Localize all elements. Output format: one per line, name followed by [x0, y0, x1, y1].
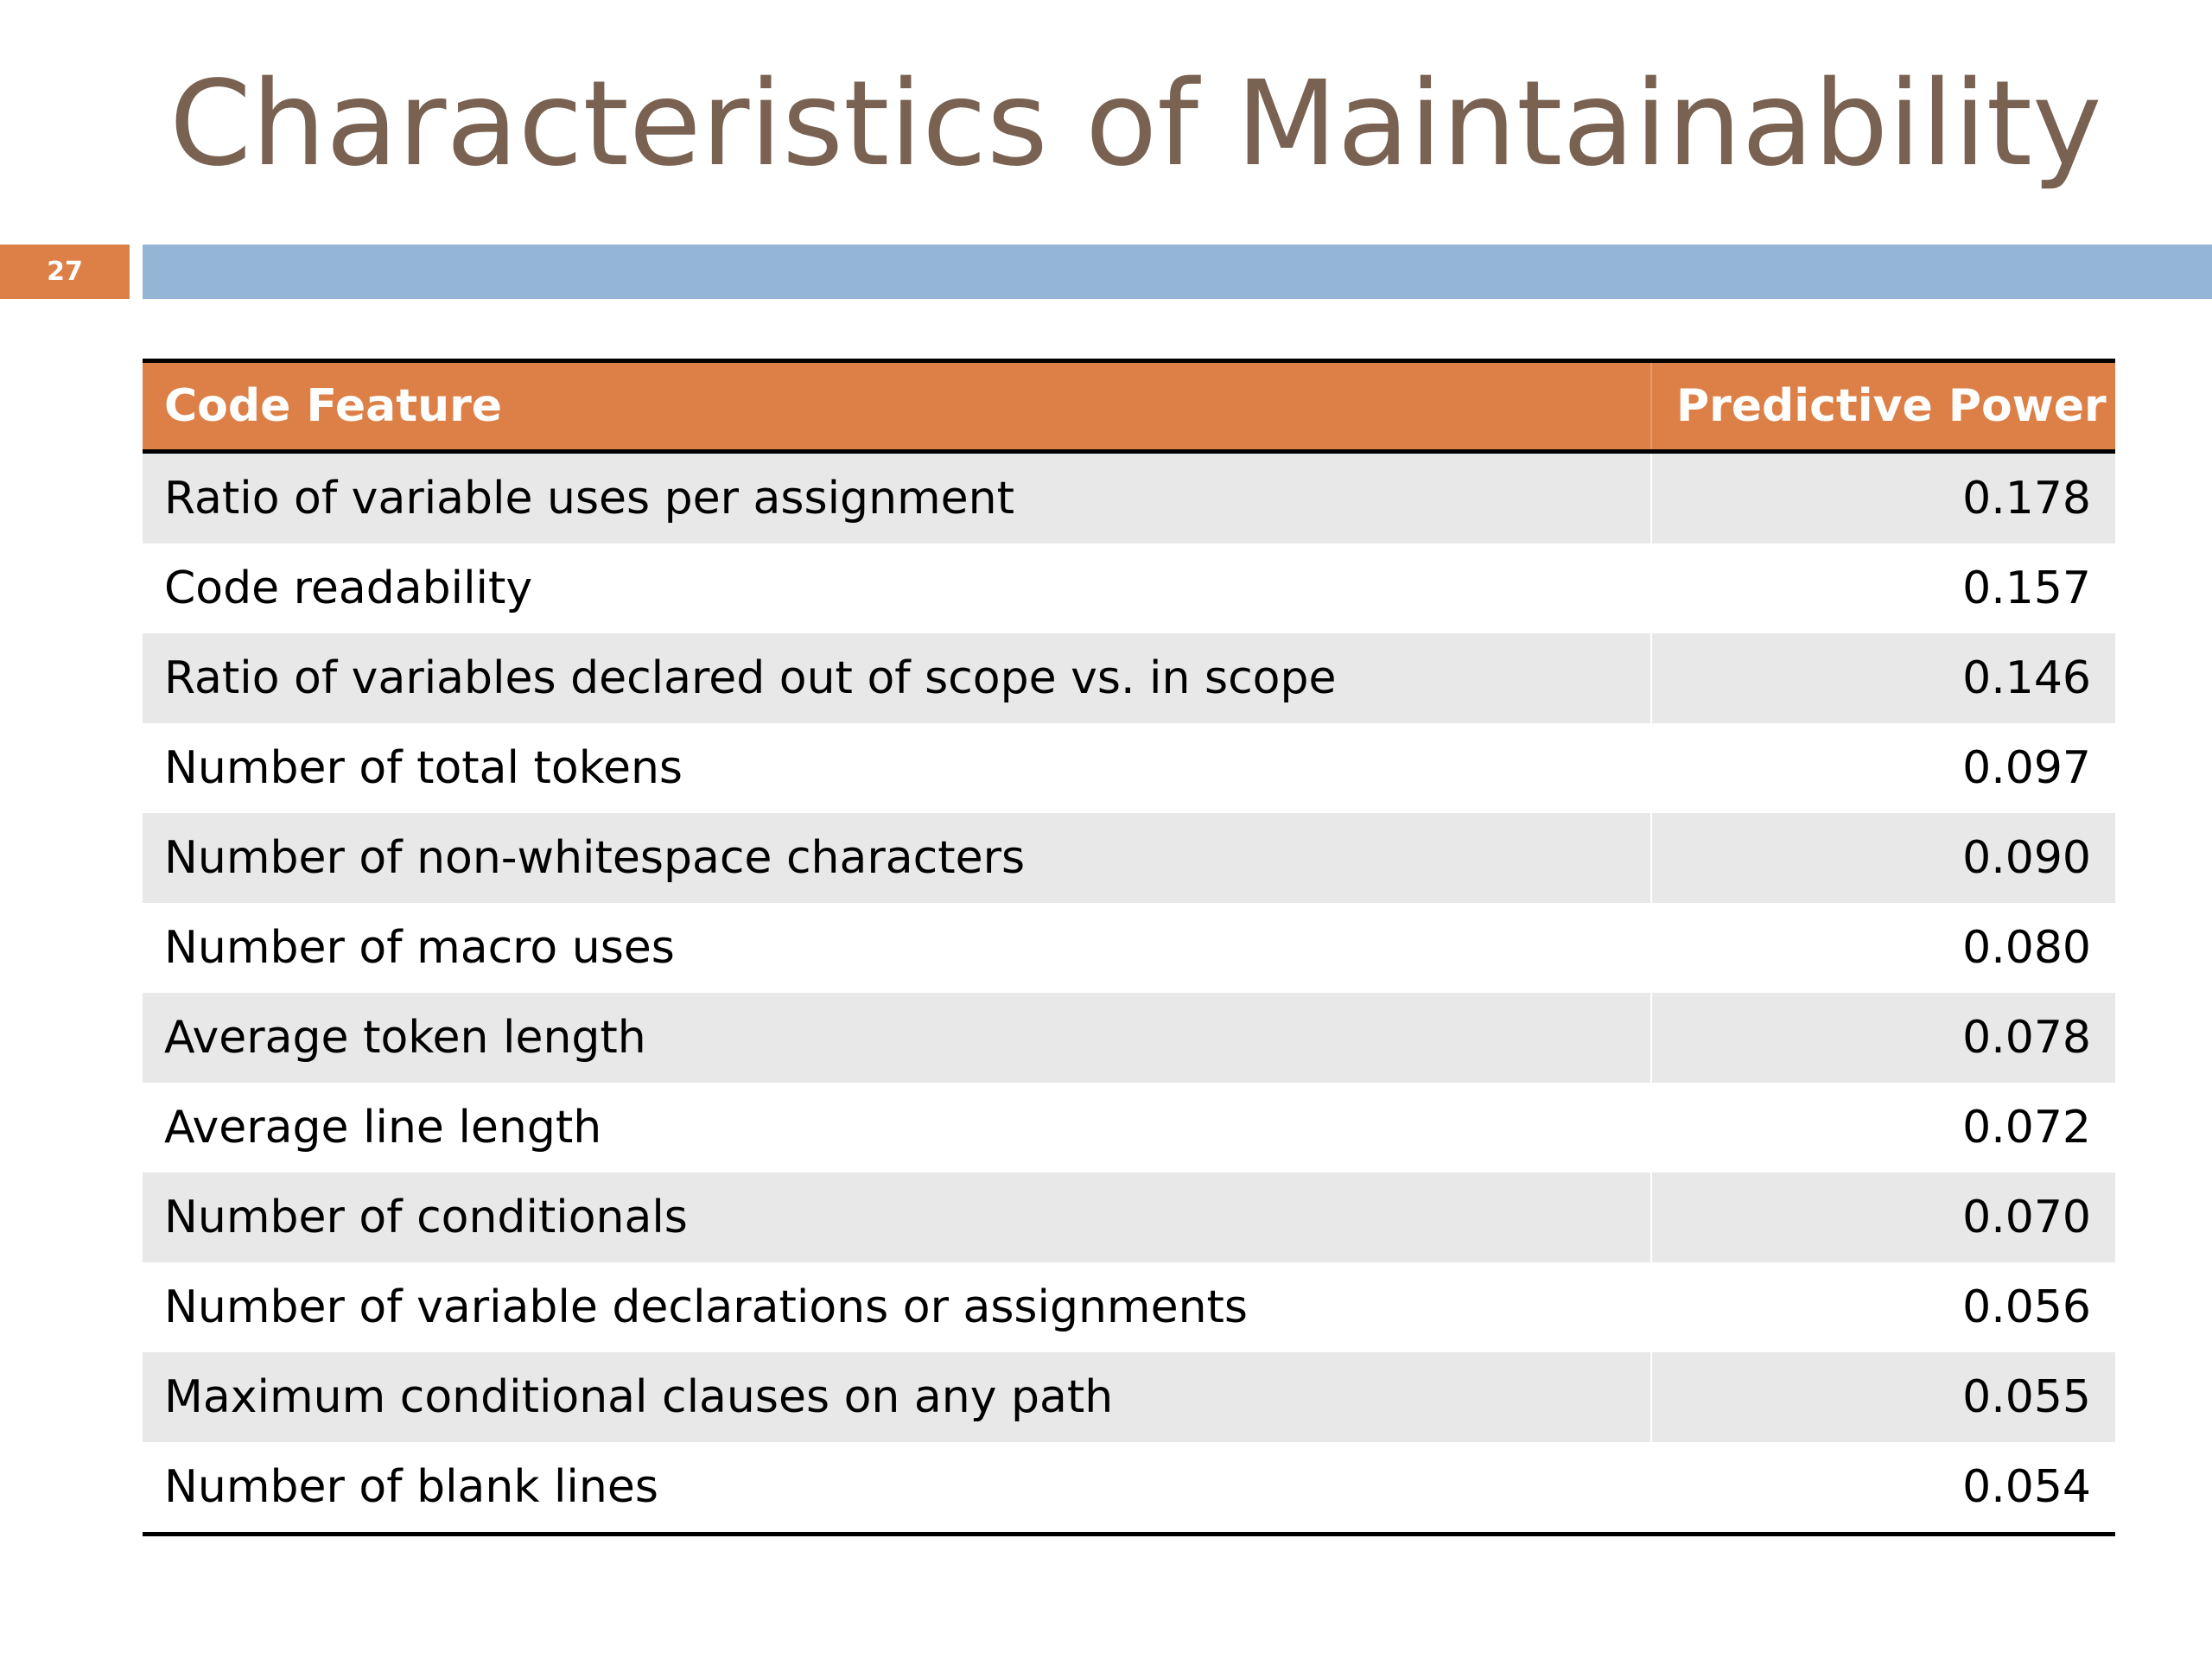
- feature-table-container: [143, 359, 2115, 1536]
- table-row: [143, 1262, 2115, 1352]
- header-band: [143, 245, 2212, 299]
- feature-cell: Maximum conditional clauses on any path: [143, 1352, 1651, 1442]
- power-cell: 0.157: [1651, 543, 2115, 633]
- feature-cell: Average line length: [143, 1083, 1651, 1173]
- table-row: [143, 1352, 2115, 1442]
- feature-cell: Number of variable declarations or assignments: [143, 1262, 1651, 1352]
- feature-table: [143, 363, 2115, 1532]
- power-cell: 0.078: [1651, 993, 2115, 1083]
- slide-number-badge: [0, 245, 130, 299]
- table-row: [143, 993, 2115, 1083]
- power-cell: 0.055: [1651, 1352, 2115, 1442]
- power-cell: 0.056: [1651, 1262, 2115, 1352]
- slide-number: 27: [47, 257, 83, 287]
- power-cell: 0.070: [1651, 1173, 2115, 1262]
- feature-cell: Number of non-whitespace characters: [143, 813, 1651, 903]
- power-cell: 0.054: [1651, 1442, 2115, 1532]
- table-row: [143, 723, 2115, 813]
- power-cell: 0.090: [1651, 813, 2115, 903]
- power-cell: 0.178: [1651, 452, 2115, 544]
- table-row: [143, 633, 2115, 723]
- power-cell: 0.097: [1651, 723, 2115, 813]
- slide-title: Characteristics of Maintainability: [169, 56, 2102, 193]
- feature-cell: Code readability: [143, 543, 1651, 633]
- feature-cell: Ratio of variables declared out of scope vs. in scope: [143, 633, 1651, 723]
- header-predictive-power: Predictive Power: [1651, 363, 2115, 452]
- feature-cell: Number of blank lines: [143, 1442, 1651, 1532]
- power-cell: 0.072: [1651, 1083, 2115, 1173]
- table-row: [143, 1442, 2115, 1532]
- feature-cell: Number of total tokens: [143, 723, 1651, 813]
- power-cell: 0.080: [1651, 903, 2115, 993]
- table-row: [143, 813, 2115, 903]
- table-header-row: [143, 363, 2115, 452]
- table-row: [143, 1173, 2115, 1262]
- table-body: [143, 452, 2115, 1533]
- feature-cell: Number of conditionals: [143, 1173, 1651, 1262]
- table-header: [143, 363, 2115, 452]
- table-row: [143, 903, 2115, 993]
- power-cell: 0.146: [1651, 633, 2115, 723]
- feature-cell: Average token length: [143, 993, 1651, 1083]
- feature-cell: Ratio of variable uses per assignment: [143, 452, 1651, 544]
- table-row: [143, 1083, 2115, 1173]
- header-code-feature: Code Feature: [143, 363, 1651, 452]
- feature-cell: Number of macro uses: [143, 903, 1651, 993]
- table-row: [143, 543, 2115, 633]
- table-row: [143, 452, 2115, 544]
